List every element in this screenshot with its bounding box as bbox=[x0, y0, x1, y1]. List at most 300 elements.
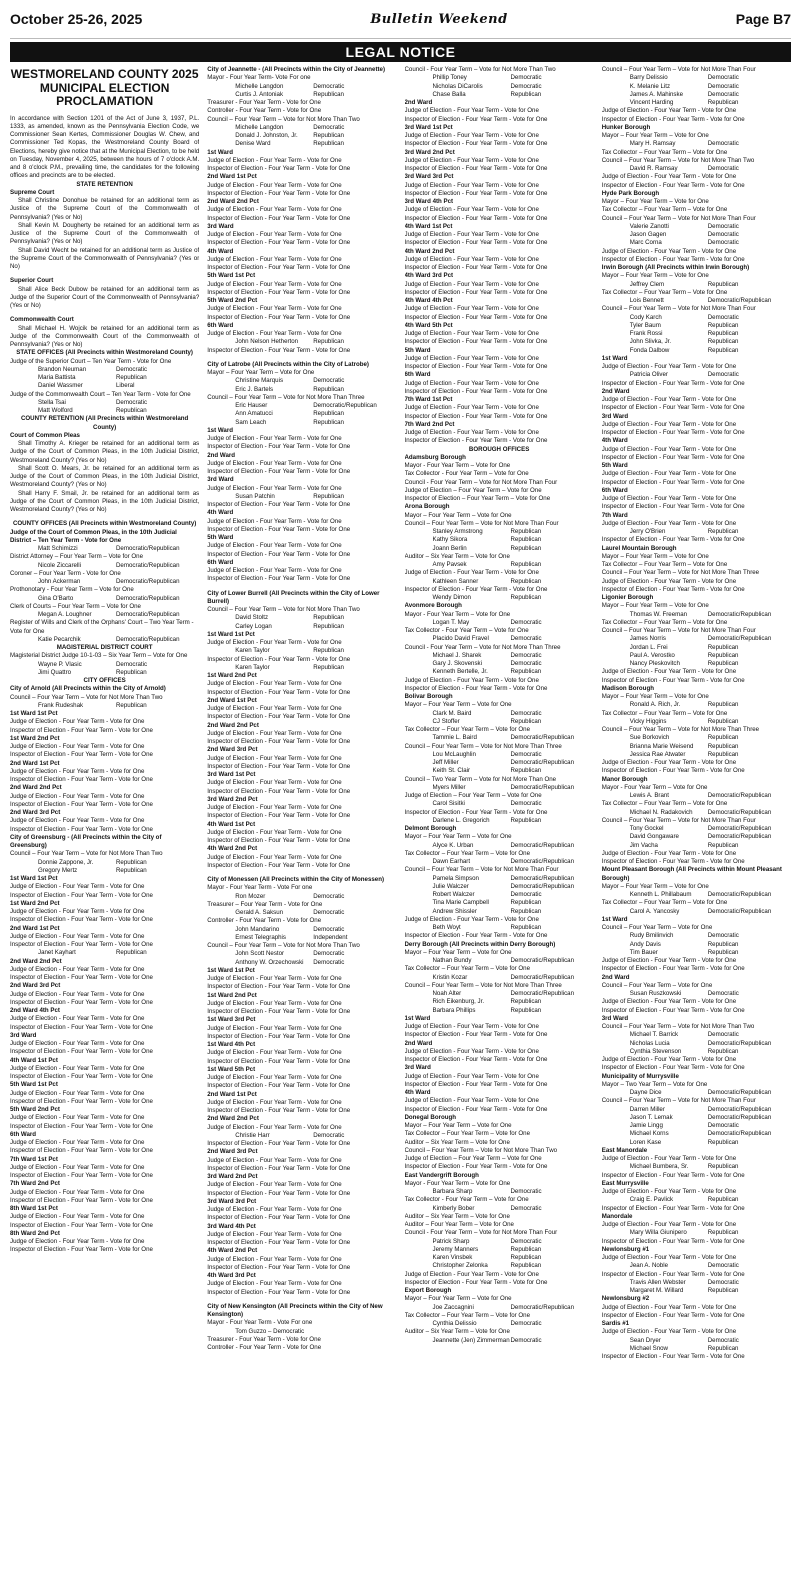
column-1-body bbox=[10, 181, 199, 1255]
candidate-party: Republican bbox=[707, 1047, 739, 1055]
office-line: Inspector of Election - Four Year Term - Vote for One bbox=[207, 239, 351, 247]
office-line: Judge of Election - Four Year Term - Vote for One bbox=[207, 1230, 342, 1238]
office-line: Judge of the Commonwealth Court – Ten Year Term - Vote for One bbox=[10, 390, 191, 398]
precinct-heading: 2nd Ward 2nd Pct bbox=[10, 957, 62, 965]
candidate-name: Clark M. Baird bbox=[432, 709, 472, 717]
office-line: Council – Four Year Term – Vote for Not More Than Four bbox=[601, 627, 756, 634]
candidate-party: Democratic bbox=[707, 1336, 739, 1344]
precinct-heading: 1st Ward 1st Pct bbox=[10, 710, 58, 717]
candidate-name: Cynthia Delissio bbox=[432, 1320, 477, 1327]
candidate-party: Democratic bbox=[313, 123, 345, 131]
candidate-party: Democratic bbox=[313, 377, 345, 385]
candidate-row bbox=[207, 1132, 396, 1140]
candidate-row bbox=[602, 751, 791, 759]
office-line: Judge of Election - Four Year Term - Vote for One bbox=[10, 1188, 145, 1196]
office-line: Judge of Election - Four Year Term - Vote for One bbox=[601, 445, 737, 453]
candidate-name: Nicole Ziccarelli bbox=[38, 561, 81, 569]
candidate-row bbox=[207, 377, 396, 385]
candidate-name: Matt Wolford bbox=[38, 407, 73, 414]
office-line: Mayor - Four Year Term - Vote For one bbox=[207, 1319, 313, 1327]
candidate-name: Margaret M. Willard bbox=[629, 1287, 684, 1294]
office-line: Controller - Four Year Term - Vote for One bbox=[207, 917, 322, 925]
office-line: Mayor – Four Year Term – Vote for One bbox=[404, 1122, 512, 1129]
precinct-heading: 2nd Ward bbox=[404, 99, 433, 106]
office-line: Council – Four Year Term – Vote for Not More Than Four bbox=[601, 816, 756, 824]
precinct-heading: 4th Ward 2nd Pct bbox=[207, 1247, 258, 1255]
candidate-name: Keith St. Clair bbox=[432, 767, 471, 775]
candidate-name: Megan A. Loughner bbox=[38, 611, 92, 618]
office-line: Judge of Election - Four Year Term - Vote for One bbox=[10, 1015, 145, 1023]
office-line: Judge of Election - Four Year Term - Vote for One bbox=[207, 1156, 342, 1164]
office-line: Inspector of Election - Four Year Term - Vote for One bbox=[601, 1064, 745, 1072]
office-line: Judge of Election - Four Year Term - Vote for One bbox=[10, 1139, 145, 1146]
office-line: Controller - Four Year Term - Vote for One bbox=[207, 107, 322, 115]
precinct-heading: 1st Ward 2nd Pct bbox=[10, 899, 60, 907]
candidate-party: Republican bbox=[510, 717, 542, 725]
office-line: Inspector of Election - Four Year Term - Vote for One bbox=[601, 965, 745, 973]
candidate-row bbox=[405, 957, 594, 965]
office-line: Inspector of Election - Four Year Term - Vote for One bbox=[207, 264, 351, 271]
precinct-heading: City of Lower Burrell (All Precincts within the City of Lower Burrell) bbox=[207, 589, 380, 605]
office-line: Inspector of Election - Four Year Term - Vote for One bbox=[207, 501, 351, 508]
retention-question: Shall Scott O. Mears, Jr. be retained for an additional term as Judge of the Court of Common Pleas, in the 10th Judicial District, Westmoreland County? (Yes or No) bbox=[10, 464, 200, 489]
candidate-row bbox=[207, 338, 396, 346]
office-line: Judge of Election - Four Year Term - Vote for One bbox=[10, 1089, 145, 1097]
office-line: Inspector of Election - Four Year Term - Vote for One bbox=[10, 1073, 153, 1080]
precinct-heading: Laurel Mountain Borough bbox=[601, 544, 677, 552]
candidate-row bbox=[602, 1139, 791, 1147]
candidate-row bbox=[207, 493, 396, 501]
candidate-row bbox=[602, 891, 791, 899]
candidate-party: Democratic bbox=[707, 82, 739, 90]
page-header bbox=[10, 0, 791, 39]
candidate-row bbox=[405, 1205, 594, 1213]
candidate-row bbox=[602, 718, 791, 726]
candidate-party: Republican bbox=[116, 866, 147, 874]
office-line: Inspector of Election - Four Year Term - Vote for One bbox=[10, 825, 153, 833]
office-line: Judge of Election - Four Year Term - Vote for One bbox=[10, 1238, 145, 1245]
office-line: Judge of Election – Four Year Term – Vote for One bbox=[404, 792, 542, 799]
candidate-name: Jerry O'Brien bbox=[629, 528, 666, 535]
office-line: Judge of Election - Four Year Term - Vote for One bbox=[404, 107, 539, 115]
candidate-row bbox=[10, 949, 199, 957]
office-line: Inspector of Election - Four Year Term - Vote for One bbox=[601, 536, 745, 544]
precinct-heading: 1st Ward bbox=[601, 915, 628, 923]
candidate-row bbox=[207, 386, 396, 394]
candidate-name: David R. Ramsay bbox=[629, 165, 678, 172]
candidate-name: Cody Karch bbox=[629, 313, 662, 321]
office-line: Inspector of Election - Four Year Term - Vote for One bbox=[10, 800, 153, 808]
candidate-row bbox=[602, 99, 791, 107]
candidate-row bbox=[602, 701, 791, 709]
precinct-heading: 2nd Ward bbox=[601, 387, 630, 395]
column-4-body bbox=[602, 66, 791, 1361]
office-line: Mayor - Four Year Term – Vote for One bbox=[404, 610, 511, 618]
office-line: Inspector of Election - Four Year Term - Vote for One bbox=[207, 189, 351, 197]
office-line: Inspector of Election - Four Year Term - Vote for One bbox=[10, 916, 153, 924]
candidate-row bbox=[10, 407, 199, 415]
candidate-name: Noah Alter bbox=[432, 990, 462, 997]
office-line: Inspector of Election - Four Year Term - Vote for One bbox=[10, 751, 153, 759]
candidate-name: Joann Berlin bbox=[432, 544, 467, 552]
precinct-heading: 1st Ward 1st Pct bbox=[207, 966, 255, 974]
candidate-name: Michelle Langdon bbox=[235, 123, 284, 131]
candidate-party: Democratic bbox=[707, 1278, 739, 1286]
candidate-row bbox=[405, 635, 594, 643]
office-line: Inspector of Election - Four Year Term - Vote for One bbox=[601, 115, 745, 123]
candidate-name: John Ackerman bbox=[38, 578, 81, 585]
candidate-row bbox=[207, 140, 396, 148]
masthead-logo: Bulletin Weekend bbox=[370, 11, 508, 27]
candidate-name: Craig E. Pavlick bbox=[629, 1196, 674, 1204]
candidate-row bbox=[602, 1089, 791, 1097]
candidate-party: Republican bbox=[510, 528, 542, 535]
candidate-row bbox=[602, 1122, 791, 1130]
precinct-heading: 7th Ward bbox=[601, 511, 628, 519]
office-line: Judge of Election - Four Year Term - Vote for One bbox=[601, 470, 737, 478]
office-line: Judge of Election - Four Year Term - Vote for One bbox=[404, 181, 539, 189]
candidate-name: Michael Bumbera, Sr. bbox=[629, 1163, 689, 1171]
office-line: Treasurer - Four Year Term - Vote for One bbox=[207, 1335, 321, 1343]
precinct-heading: 5th Ward 1st Pct bbox=[207, 272, 256, 280]
candidate-row bbox=[405, 1304, 594, 1312]
office-line: Inspector of Election - Four Year Term - Vote for One bbox=[601, 1171, 745, 1179]
candidate-name: Lois Bennett bbox=[629, 297, 664, 304]
precinct-heading: City of Greensburg - (All Precincts within the City of Greensburg) bbox=[10, 833, 162, 849]
office-line: Mayor – Four Year Term – Vote for One bbox=[601, 552, 709, 560]
precinct-heading: 1st Ward bbox=[207, 148, 233, 156]
candidate-name: Kenneth Bertelle, Jr. bbox=[432, 668, 488, 676]
candidate-row bbox=[602, 652, 791, 660]
office-line: Judge of Election - Four Year Term - Vote for One bbox=[207, 680, 342, 688]
candidate-party: Republican bbox=[313, 140, 344, 148]
office-line: Council – Four Year Term – Vote for One bbox=[601, 924, 713, 931]
office-line: Judge of Election - Four Year Term - Vote for One bbox=[207, 280, 342, 288]
precinct-heading: 5th Ward bbox=[404, 346, 431, 354]
office-line: Judge of Election - Four Year Term - Vote for One bbox=[404, 280, 539, 288]
candidate-party: Democratic bbox=[313, 892, 345, 900]
precinct-heading: 7th Ward 2nd Pct bbox=[404, 420, 455, 428]
office-line: Judge of Election - Four Year Term - Vote for One bbox=[404, 569, 539, 577]
office-line: Judge of Election - Four Year Term - Vote for One bbox=[601, 1056, 737, 1063]
candidate-party: Republican bbox=[707, 346, 739, 354]
office-line: Judge of Election - Four Year Term - Vote for One bbox=[10, 1213, 145, 1221]
office-line: Judge of Election - Four Year Term - Vote for One bbox=[601, 668, 737, 676]
office-line: Judge of Election - Four Year Term - Vote for One bbox=[10, 1114, 145, 1122]
precinct-heading: Ligonier Borough bbox=[601, 594, 654, 601]
candidate-party: Republican bbox=[707, 742, 739, 750]
candidate-name: Wendy Dimon bbox=[432, 594, 471, 601]
candidate-party: Democratic/Republican bbox=[707, 833, 772, 841]
office-line: Inspector of Election - Four Year Term - Vote for One bbox=[601, 676, 745, 684]
candidate-row bbox=[602, 941, 791, 949]
candidate-party: Democratic bbox=[707, 140, 739, 148]
office-line: Inspector of Election - Four Year Term - Vote for One bbox=[601, 1237, 745, 1245]
candidate-party: Democratic bbox=[510, 1204, 542, 1212]
candidate-name: John Slivka, Jr. bbox=[629, 338, 672, 346]
office-line: Inspector of Election - Four Year Term - Vote for One bbox=[404, 808, 548, 816]
office-line: Council – Two Year Term – Vote for Not More Than One bbox=[404, 775, 557, 783]
office-line: Inspector of Election - Four Year Term - Vote for One bbox=[207, 861, 351, 869]
office-line: Inspector of Election - Four Year Term - Vote for One bbox=[404, 412, 548, 420]
candidate-party: Republican bbox=[313, 614, 344, 622]
candidate-row bbox=[602, 949, 791, 957]
candidate-row bbox=[207, 664, 396, 672]
office-line: Council – Four Year Term – Vote for Not More Than Three bbox=[601, 569, 760, 577]
precinct-heading: 3rd Ward bbox=[10, 1031, 37, 1039]
office-line: Inspector of Election - Four Year Term - Vote for One bbox=[601, 404, 745, 412]
candidate-name: Loren Kase bbox=[629, 1138, 662, 1146]
candidate-party: Republican bbox=[707, 643, 739, 651]
office-line: Council – Four Year Term – Vote for Not More Than Two bbox=[601, 156, 755, 164]
precinct-heading: Hunker Borough bbox=[601, 123, 651, 131]
office-line: Mayor - Four Year Term - Vote For one bbox=[207, 884, 313, 892]
precinct-heading: Municipality of Murrysville bbox=[601, 1072, 679, 1080]
office-line: Inspector of Election - Four Year Term - Vote for One bbox=[10, 1048, 153, 1056]
office-line: Tax Collector – Four Year Term – Vote for One bbox=[404, 1311, 530, 1319]
candidate-party: Republican bbox=[313, 132, 344, 139]
candidate-party: Democratic bbox=[707, 932, 739, 940]
column-2 bbox=[207, 66, 396, 1581]
candidate-party: Republican bbox=[510, 577, 542, 585]
candidate-party: Republican bbox=[707, 338, 739, 346]
office-line: Mayor – Four Year Term – Vote for One bbox=[404, 833, 512, 841]
office-line: Judge of Election - Four Year Term - Vote for One bbox=[601, 1221, 737, 1228]
candidate-row bbox=[602, 1279, 791, 1287]
office-line: Council – Four Year Term – Vote for Not More Than Two bbox=[10, 693, 163, 701]
candidate-row bbox=[602, 1031, 791, 1039]
precinct-heading: 2nd Ward bbox=[207, 451, 235, 459]
office-line: Judge of Election - Four Year Term - Vote for One bbox=[207, 435, 342, 442]
candidate-name: Frank Rossi bbox=[629, 330, 663, 337]
precinct-heading: 3rd Ward 2nd Pct bbox=[404, 148, 455, 156]
candidate-party: Republican bbox=[116, 407, 147, 414]
section-heading: MAGISTERIAL DISTRICT COURT bbox=[56, 644, 153, 651]
candidate-party: Democratic bbox=[510, 750, 542, 758]
precinct-heading: 7th Ward 1st Pct bbox=[404, 396, 453, 403]
candidate-party: Democratic/Republican bbox=[116, 594, 180, 602]
candidate-name: Carol Sisitki bbox=[432, 800, 465, 808]
office-line: Council – Four Year Term – Vote for Not More Than Two bbox=[207, 942, 360, 949]
office-line: Judge of Election - Four Year Term - Vote for One bbox=[207, 1181, 342, 1189]
candidate-party: Democratic bbox=[313, 950, 345, 958]
office-line: Inspector of Election - Four Year Term - Vote for One bbox=[404, 239, 548, 247]
candidate-row bbox=[405, 1254, 594, 1262]
office-line: Inspector of Election - Four Year Term - Vote for One bbox=[207, 1263, 351, 1271]
candidate-name: Marc Corna bbox=[629, 239, 662, 247]
office-line: Judge of Election - Four Year Term - Vote for One bbox=[207, 999, 342, 1007]
candidate-row bbox=[602, 825, 791, 833]
candidate-row bbox=[602, 734, 791, 742]
precinct-heading: 6th Ward bbox=[404, 371, 431, 379]
candidate-row bbox=[602, 347, 791, 355]
precinct-heading: 4th Ward bbox=[207, 509, 234, 517]
precinct-heading: 3rd Ward bbox=[601, 412, 629, 420]
office-line: Judge of Election - Four Year Term - Vote for One bbox=[601, 1303, 737, 1311]
office-line: Judge of Election - Four Year Term - Vote for One bbox=[207, 255, 342, 263]
retention-question: Shall Alice Beck Dubow be retained for an additional term as Judge of the Superior Court of the Commonwealth of Pennsylvania? (Yes or No) bbox=[10, 285, 200, 309]
candidate-row bbox=[602, 1114, 791, 1122]
candidate-party: Liberal bbox=[116, 382, 135, 390]
candidate-row bbox=[207, 1328, 396, 1336]
candidate-party: Democratic/Republican bbox=[707, 1039, 772, 1047]
candidate-party: Republican bbox=[707, 1287, 739, 1294]
candidate-party: Democratic bbox=[510, 660, 542, 667]
office-line: Inspector of Election - Four Year Term - Vote for One bbox=[207, 550, 351, 558]
candidate-party: Republican bbox=[707, 841, 739, 849]
candidate-row bbox=[602, 1337, 791, 1345]
precinct-heading: 8th Ward 1st Pct bbox=[10, 1205, 58, 1212]
candidate-name: Patrick Sharp bbox=[432, 1237, 470, 1245]
office-line: Inspector of Election - Four Year Term - Vote for One bbox=[207, 1107, 351, 1114]
office-line: Auditor – Six Year Term – Vote for One bbox=[404, 1212, 510, 1220]
candidate-party: Republican bbox=[116, 949, 147, 957]
candidate-row bbox=[405, 578, 594, 586]
office-line: Inspector of Election - Four Year Term - Vote for One bbox=[404, 140, 548, 148]
candidate-name: Jamie Lingg bbox=[629, 1122, 663, 1129]
candidate-party: Democratic bbox=[510, 1237, 542, 1245]
candidate-name: Brandon Neuman bbox=[38, 365, 87, 373]
office-line: Judge of Election - Four Year Term - Vote for One bbox=[404, 1023, 539, 1030]
candidate-name: Nicholas Lucia bbox=[629, 1039, 670, 1047]
office-line: Judge of Election - Four Year Term - Vote for One bbox=[10, 718, 145, 726]
office-line: Judge of Election – Four Year Term – Vote for One bbox=[404, 486, 542, 494]
candidate-party: Republican bbox=[707, 1344, 739, 1352]
candidate-row bbox=[405, 1246, 594, 1254]
office-line: Council – Four Year Term – Vote for Not More Than Four bbox=[404, 866, 559, 874]
office-line: Mayor - Four Year Term – Vote for One bbox=[404, 462, 511, 469]
office-line: Inspector of Election - Four Year Term - Vote for One bbox=[404, 1105, 548, 1113]
candidate-party: Republican bbox=[313, 647, 344, 655]
candidate-party: Republican bbox=[116, 374, 147, 381]
precinct-heading: 1st Ward 2nd Pct bbox=[207, 672, 257, 679]
office-line: Inspector of Election - Four Year Term - Vote for One bbox=[601, 1270, 745, 1278]
office-line: Council – Four Year Term – Vote for Not More Than Two bbox=[404, 1146, 558, 1154]
column-3-body bbox=[405, 66, 594, 1345]
retention-question: Shall David Wecht be retained for an additional term as Justice of the Supreme Court of the Commonwealth of Pennsylvania? (Yes or No) bbox=[10, 246, 200, 270]
candidate-name: Jeremy Manners bbox=[432, 1245, 479, 1253]
candidate-name: Eric J. Bartels bbox=[235, 385, 274, 393]
candidate-party: Democratic/Republican bbox=[707, 891, 772, 898]
candidate-party: Republican bbox=[313, 492, 344, 500]
candidate-row bbox=[602, 165, 791, 173]
office-line: Judge of Election - Four Year Term - Vote for One bbox=[601, 1254, 737, 1261]
office-line: Judge of Election - Four Year Term - Vote for One bbox=[207, 729, 342, 737]
candidate-row bbox=[405, 652, 594, 660]
candidate-name: Jessica Rae Atwater bbox=[629, 750, 686, 758]
candidate-party: Republican bbox=[707, 1196, 739, 1204]
candidate-row bbox=[405, 660, 594, 668]
office-line: Inspector of Election - Four Year Term - Vote for One bbox=[404, 1163, 548, 1171]
precinct-heading: 2nd Ward 1st Pct bbox=[10, 759, 60, 767]
candidate-row bbox=[405, 74, 594, 82]
candidate-row bbox=[602, 990, 791, 998]
candidate-name: Robert Walczer bbox=[432, 891, 475, 898]
candidate-name: Darlene L. Gregorich bbox=[432, 816, 490, 824]
candidate-row bbox=[405, 718, 594, 726]
office-line: Inspector of Election - Four Year Term - Vote for One bbox=[404, 214, 548, 222]
office-line: Inspector of Election - Four Year Term - Vote for One bbox=[601, 767, 745, 775]
office-line: Inspector of Election - Four Year Term - Vote for One bbox=[404, 1278, 548, 1286]
office-line: Judge of Election - Four Year Term - Vote for One bbox=[207, 828, 342, 836]
candidate-name: Barbara Sharp bbox=[432, 1188, 473, 1195]
office-line: Tax Collector – Four Year Term – Vote for One bbox=[601, 206, 728, 214]
page-number: Page B7 bbox=[735, 11, 791, 27]
candidate-party: Democratic/Republican bbox=[707, 1130, 772, 1138]
candidate-party: Republican bbox=[510, 767, 542, 775]
candidate-row bbox=[405, 1188, 594, 1196]
candidate-row bbox=[10, 669, 199, 677]
precinct-heading: 2nd Ward 1st Pct bbox=[10, 924, 60, 932]
candidate-row bbox=[405, 83, 594, 91]
candidate-party: Democratic bbox=[707, 222, 739, 230]
office-line: Inspector of Election - Four Year Term - Vote for One bbox=[207, 1032, 351, 1040]
candidate-row bbox=[602, 1287, 791, 1295]
precinct-heading: City of New Kensington (All Precincts within the City of New Kensington) bbox=[207, 1302, 383, 1318]
candidate-name: Karen Taylor bbox=[235, 647, 270, 655]
candidate-name: Donald J. Johnston, Jr. bbox=[235, 132, 298, 139]
precinct-heading: City of Monessen (All Precincts within the City of Monessen) bbox=[207, 876, 384, 883]
candidate-row bbox=[405, 545, 594, 553]
office-line: Inspector of Election - Four Year Term - Vote for One bbox=[207, 1288, 351, 1296]
candidate-name: Sam Leach bbox=[235, 418, 267, 426]
candidate-row bbox=[602, 932, 791, 940]
office-line: Inspector of Election - Four Year Term - Vote for One bbox=[207, 1239, 351, 1246]
candidate-row bbox=[602, 140, 791, 148]
candidate-row bbox=[405, 1238, 594, 1246]
candidate-name: Katie Pecarchik bbox=[38, 635, 81, 643]
candidate-party: Democratic bbox=[707, 74, 739, 82]
candidate-row bbox=[602, 338, 791, 346]
precinct-heading: East Manordale bbox=[601, 1146, 648, 1154]
office-line: Judge of Election - Four Year Term - Vote for One bbox=[10, 1040, 145, 1047]
candidate-party: Democratic/Republican bbox=[510, 990, 574, 997]
precinct-heading: 6th Ward bbox=[207, 321, 234, 329]
candidate-party: Democratic bbox=[510, 800, 542, 808]
office-line: Council - Four Year Term – Vote for Not More Than Four bbox=[404, 1229, 558, 1237]
office-line: Judge of Election - Four Year Term - Vote for One bbox=[404, 915, 539, 923]
candidate-row bbox=[10, 366, 199, 374]
precinct-heading: 3rd Ward bbox=[207, 222, 234, 230]
candidate-party: Republican bbox=[510, 90, 542, 98]
candidate-name: Stella Tsai bbox=[38, 398, 66, 406]
candidate-row bbox=[602, 833, 791, 841]
candidate-name: Tammie L. Baird bbox=[432, 734, 477, 742]
office-line: Judge of Election - Four Year Term - Vote for One bbox=[207, 156, 342, 164]
candidate-row bbox=[207, 926, 396, 934]
office-line: Judge of Election - Four Year Term - Vote for One bbox=[207, 705, 342, 712]
precinct-heading: 1st Ward bbox=[207, 426, 233, 434]
candidate-row bbox=[405, 759, 594, 767]
precinct-heading: 4th Ward 4th Pct bbox=[404, 297, 453, 304]
precinct-heading: 4th Ward bbox=[207, 247, 234, 255]
office-line: Tax Collector - Four Year Term – Vote for One bbox=[404, 627, 529, 634]
candidate-name: Dawn Earhart bbox=[432, 858, 471, 865]
candidate-name: Wayne P. Vlasic bbox=[38, 660, 82, 668]
candidate-row bbox=[602, 644, 791, 652]
candidate-party: Democratic/Republican bbox=[707, 1105, 772, 1113]
notice-columns bbox=[10, 66, 791, 1581]
office-line: Judge of Election - Four Year Term - Vote for One bbox=[404, 354, 539, 362]
precinct-heading: 3rd Ward bbox=[404, 1064, 431, 1072]
office-line: Mayor – Four Year Term – Vote for One bbox=[601, 198, 709, 205]
office-line: Inspector of Election - Four Year Term - Vote for One bbox=[207, 165, 351, 172]
candidate-row bbox=[405, 974, 594, 982]
candidate-row bbox=[207, 623, 396, 631]
candidate-party: Democratic bbox=[707, 990, 739, 997]
office-line: Inspector of Election - Four Year Term - Vote for One bbox=[404, 338, 548, 346]
candidate-name: John Mandarino bbox=[235, 925, 280, 933]
